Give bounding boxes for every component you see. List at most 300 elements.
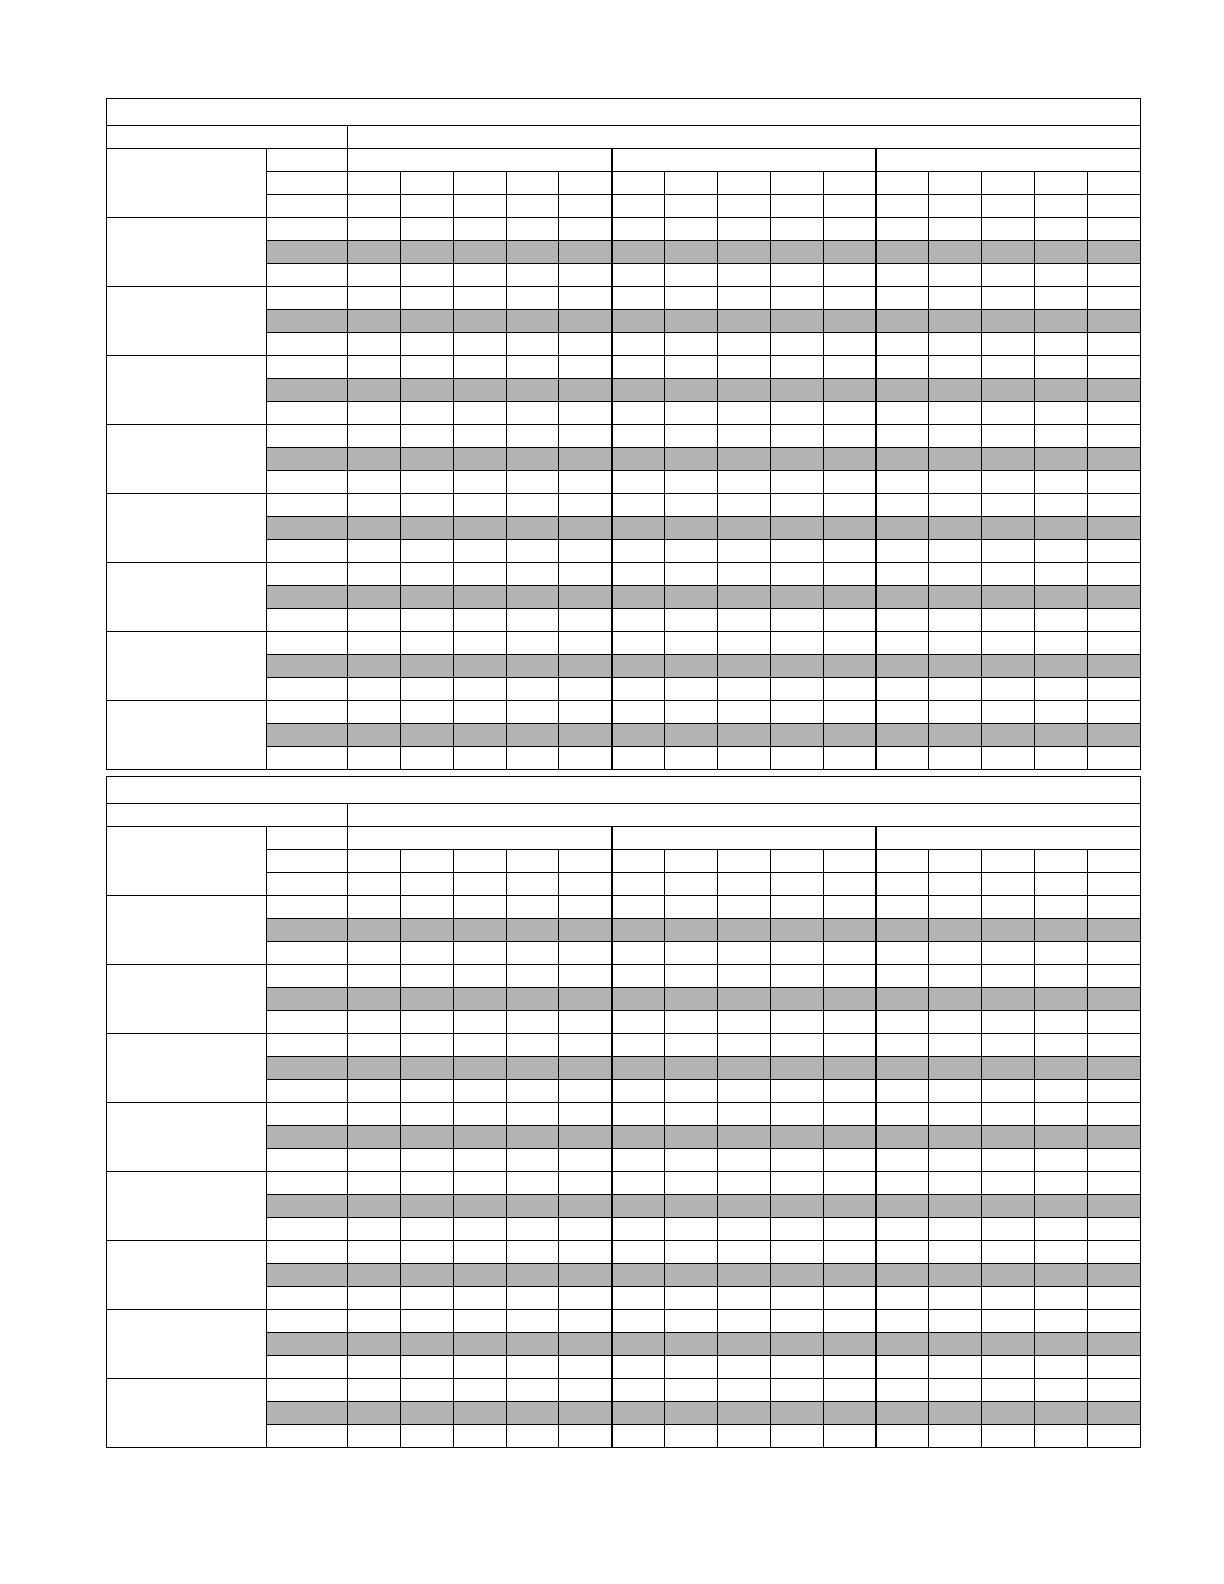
data-cell [665,1425,718,1448]
data-cell [823,1103,876,1126]
data-cell [612,1356,665,1379]
data-cell [665,517,718,540]
row-group-label [107,632,267,701]
data-cell [929,1103,982,1126]
data-cell [612,609,665,632]
data-cell [823,471,876,494]
subheader-cell [718,873,771,896]
subheader-cell [718,850,771,873]
data-cell [823,1195,876,1218]
data-cell [770,448,823,471]
data-cell [823,333,876,356]
data-cell [453,965,506,988]
data-cell [348,1172,401,1195]
data-cell [982,287,1035,310]
subheader-cell [929,172,982,195]
data-cell [1088,942,1141,965]
row-sub-label [267,1425,348,1448]
data-cell [1035,747,1088,770]
data-cell [1088,218,1141,241]
data-cell [612,241,665,264]
row-sub-label [267,356,348,379]
data-cell [612,540,665,563]
data-cell [929,448,982,471]
data-cell [1088,1241,1141,1264]
data-cell [718,379,771,402]
data-cell [453,701,506,724]
data-cell [665,724,718,747]
data-cell [506,1425,559,1448]
subheader-cell [348,172,401,195]
data-cell [876,494,929,517]
subheader-cell [348,873,401,896]
data-cell [400,1057,453,1080]
data-cell [506,701,559,724]
data-cell [506,425,559,448]
data-cell [823,965,876,988]
data-cell [348,494,401,517]
row-sub-label [267,402,348,425]
data-cell [770,586,823,609]
data-cell [612,632,665,655]
data-cell [506,1103,559,1126]
data-cell [823,425,876,448]
data-cell [982,218,1035,241]
data-cell [982,540,1035,563]
data-cell [718,1333,771,1356]
data-cell [612,678,665,701]
data-cell [1088,356,1141,379]
data-cell [876,517,929,540]
data-cell [770,1080,823,1103]
group-header-cell [612,827,876,850]
data-cell [982,701,1035,724]
data-cell [929,264,982,287]
data-cell [506,942,559,965]
data-cell [982,1402,1035,1425]
row-group-label [107,1310,267,1379]
data-cell [1035,1149,1088,1172]
data-cell [1035,310,1088,333]
data-cell [348,1034,401,1057]
data-cell [823,1126,876,1149]
data-cell [718,724,771,747]
data-cell [876,747,929,770]
data-cell [823,310,876,333]
subheader-cell [1088,195,1141,218]
data-cell [348,379,401,402]
data-cell [718,264,771,287]
subheader-cell [982,873,1035,896]
data-cell [770,1356,823,1379]
data-cell [1088,448,1141,471]
data-cell [506,1379,559,1402]
subheader-cell [559,172,612,195]
data-cell [665,1080,718,1103]
data-cell [982,1149,1035,1172]
data-cell [400,356,453,379]
data-cell [400,379,453,402]
data-cell [665,333,718,356]
data-cell [718,632,771,655]
data-cell [718,1218,771,1241]
data-cell [876,1264,929,1287]
data-cell [453,1425,506,1448]
data-cell [982,1057,1035,1080]
data-cell [823,747,876,770]
data-cell [1035,356,1088,379]
row-sub-label [267,1034,348,1057]
data-cell [506,448,559,471]
data-cell [348,1080,401,1103]
data-cell [348,919,401,942]
data-cell [876,471,929,494]
data-cell [876,1080,929,1103]
data-cell [1088,1149,1141,1172]
data-cell [559,241,612,264]
data-cell [929,942,982,965]
data-cell [453,448,506,471]
data-cell [929,1333,982,1356]
data-cell [506,218,559,241]
subheader-cell [612,873,665,896]
data-cell [612,1264,665,1287]
data-cell [612,1034,665,1057]
data-cell [348,471,401,494]
data-cell [982,1034,1035,1057]
data-cell [612,1379,665,1402]
data-cell [823,1356,876,1379]
data-cell [665,609,718,632]
data-cell [823,448,876,471]
row-group-label [107,965,267,1034]
data-cell [770,287,823,310]
subheader-cell [559,195,612,218]
data-cell [982,1218,1035,1241]
data-cell [929,1011,982,1034]
data-cell [823,356,876,379]
data-cell [453,425,506,448]
data-cell [718,1402,771,1425]
data-cell [718,1379,771,1402]
data-cell [453,1195,506,1218]
subheader-cell [876,195,929,218]
data-cell [612,494,665,517]
data-cell [876,919,929,942]
data-cell [612,356,665,379]
data-cell [400,494,453,517]
data-cell [612,1103,665,1126]
row-sub-label [267,241,348,264]
data-cell [348,678,401,701]
data-cell [400,1333,453,1356]
data-cell [1088,1356,1141,1379]
data-cell [612,701,665,724]
data-cell [770,1287,823,1310]
data-cell [1088,1379,1141,1402]
data-cell [348,517,401,540]
data-cell [506,310,559,333]
data-cell [348,1011,401,1034]
data-cell [770,563,823,586]
subheader-cell [770,850,823,873]
schedule-table-top [106,98,1140,770]
data-cell [929,563,982,586]
row-group-label [107,1172,267,1241]
data-cell [453,1402,506,1425]
header-label-cell [267,172,348,195]
data-cell [665,494,718,517]
subheader-cell [823,172,876,195]
data-cell [559,402,612,425]
row-sub-label [267,724,348,747]
data-cell [612,425,665,448]
data-cell [665,747,718,770]
data-cell [770,1149,823,1172]
data-cell [718,586,771,609]
data-cell [1035,1264,1088,1287]
data-cell [823,1402,876,1425]
data-cell [929,747,982,770]
data-cell [718,402,771,425]
row-group-label [107,356,267,425]
data-cell [876,1034,929,1057]
data-cell [665,701,718,724]
data-cell [348,1356,401,1379]
row-group-label [107,896,267,965]
data-cell [612,333,665,356]
data-cell [823,942,876,965]
data-cell [559,517,612,540]
data-cell [1088,1264,1141,1287]
data-cell [1088,517,1141,540]
data-cell [1088,1080,1141,1103]
data-cell [982,425,1035,448]
table-row [107,1172,1141,1195]
table-title [107,99,1141,126]
data-cell [770,402,823,425]
data-cell [929,1287,982,1310]
data-cell [770,701,823,724]
data-cell [559,1172,612,1195]
data-cell [770,896,823,919]
data-cell [770,1264,823,1287]
data-cell [348,896,401,919]
data-cell [770,609,823,632]
subheader-cell [665,195,718,218]
data-cell [982,1126,1035,1149]
data-cell [665,1149,718,1172]
data-cell [400,1287,453,1310]
data-cell [1088,1333,1141,1356]
data-cell [1035,1356,1088,1379]
data-cell [823,218,876,241]
data-cell [1088,287,1141,310]
row-sub-label [267,1126,348,1149]
data-cell [559,333,612,356]
data-cell [612,919,665,942]
data-cell [665,1333,718,1356]
data-cell [823,1264,876,1287]
data-cell [348,402,401,425]
data-cell [1035,448,1088,471]
data-cell [718,678,771,701]
subheader-cell [559,850,612,873]
subheader-cell [612,172,665,195]
data-cell [876,218,929,241]
data-cell [982,1333,1035,1356]
data-cell [400,942,453,965]
data-cell [770,919,823,942]
data-cell [559,1080,612,1103]
data-cell [453,1103,506,1126]
data-cell [1035,517,1088,540]
data-cell [400,264,453,287]
data-cell [559,540,612,563]
data-cell [612,942,665,965]
data-cell [348,425,401,448]
data-cell [876,632,929,655]
data-cell [612,287,665,310]
data-cell [665,1218,718,1241]
header-label-cell [267,850,348,873]
data-cell [1088,310,1141,333]
data-cell [770,471,823,494]
data-cell [1088,609,1141,632]
data-cell [823,1034,876,1057]
data-cell [823,1218,876,1241]
data-cell [823,1310,876,1333]
data-cell [559,747,612,770]
subheader-cell [506,873,559,896]
data-cell [400,1425,453,1448]
data-cell [823,264,876,287]
data-cell [400,1379,453,1402]
data-cell [612,448,665,471]
data-cell [453,402,506,425]
data-cell [929,333,982,356]
data-cell [1035,402,1088,425]
data-cell [1035,1241,1088,1264]
data-cell [665,218,718,241]
data-cell [559,1264,612,1287]
data-cell [770,655,823,678]
data-cell [1088,988,1141,1011]
data-cell [348,1126,401,1149]
data-cell [876,586,929,609]
data-cell [982,919,1035,942]
data-cell [876,356,929,379]
data-cell [559,379,612,402]
subheader-cell [1035,172,1088,195]
data-cell [665,264,718,287]
data-cell [453,264,506,287]
data-cell [770,632,823,655]
subheader-cell [770,172,823,195]
data-cell [400,678,453,701]
subheader-cell [876,850,929,873]
data-cell [1088,655,1141,678]
subheader-cell [876,172,929,195]
data-cell [453,1080,506,1103]
data-cell [876,988,929,1011]
data-cell [559,1126,612,1149]
data-cell [506,379,559,402]
data-cell [718,1011,771,1034]
row-sub-label [267,517,348,540]
data-cell [400,310,453,333]
header-band-cell [348,126,1141,149]
data-cell [348,1379,401,1402]
data-cell [506,1241,559,1264]
data-cell [559,310,612,333]
row-sub-label [267,1241,348,1264]
data-cell [665,1034,718,1057]
data-cell [823,1379,876,1402]
data-cell [718,1356,771,1379]
subheader-cell [770,195,823,218]
data-cell [453,1011,506,1034]
data-cell [348,540,401,563]
data-cell [982,586,1035,609]
row-sub-label [267,988,348,1011]
data-cell [770,1195,823,1218]
data-cell [453,1149,506,1172]
data-cell [1088,678,1141,701]
subheader-cell [982,195,1035,218]
row-group-label [107,1103,267,1172]
data-cell [400,448,453,471]
data-cell [876,1241,929,1264]
group-header-cell [876,149,1141,172]
data-cell [453,1218,506,1241]
data-cell [982,942,1035,965]
data-cell [929,655,982,678]
data-cell [718,448,771,471]
data-cell [559,701,612,724]
data-cell [1088,1011,1141,1034]
row-sub-label [267,1379,348,1402]
data-cell [823,241,876,264]
data-cell [348,1287,401,1310]
subheader-cell [506,850,559,873]
row-sub-label [267,310,348,333]
data-cell [559,1034,612,1057]
data-cell [612,988,665,1011]
header-corner-cell [107,827,267,896]
data-cell [982,517,1035,540]
row-sub-label [267,678,348,701]
data-cell [1035,1379,1088,1402]
data-cell [348,1310,401,1333]
table-row [107,1379,1141,1402]
subheader-cell [718,195,771,218]
row-group-label [107,218,267,287]
subheader-cell [823,873,876,896]
data-cell [1088,724,1141,747]
data-cell [348,1264,401,1287]
data-cell [400,517,453,540]
row-sub-label [267,540,348,563]
data-cell [929,218,982,241]
data-cell [770,1172,823,1195]
data-cell [876,1356,929,1379]
data-cell [1088,264,1141,287]
data-cell [506,356,559,379]
data-cell [1035,632,1088,655]
data-cell [982,264,1035,287]
subheader-cell [453,873,506,896]
